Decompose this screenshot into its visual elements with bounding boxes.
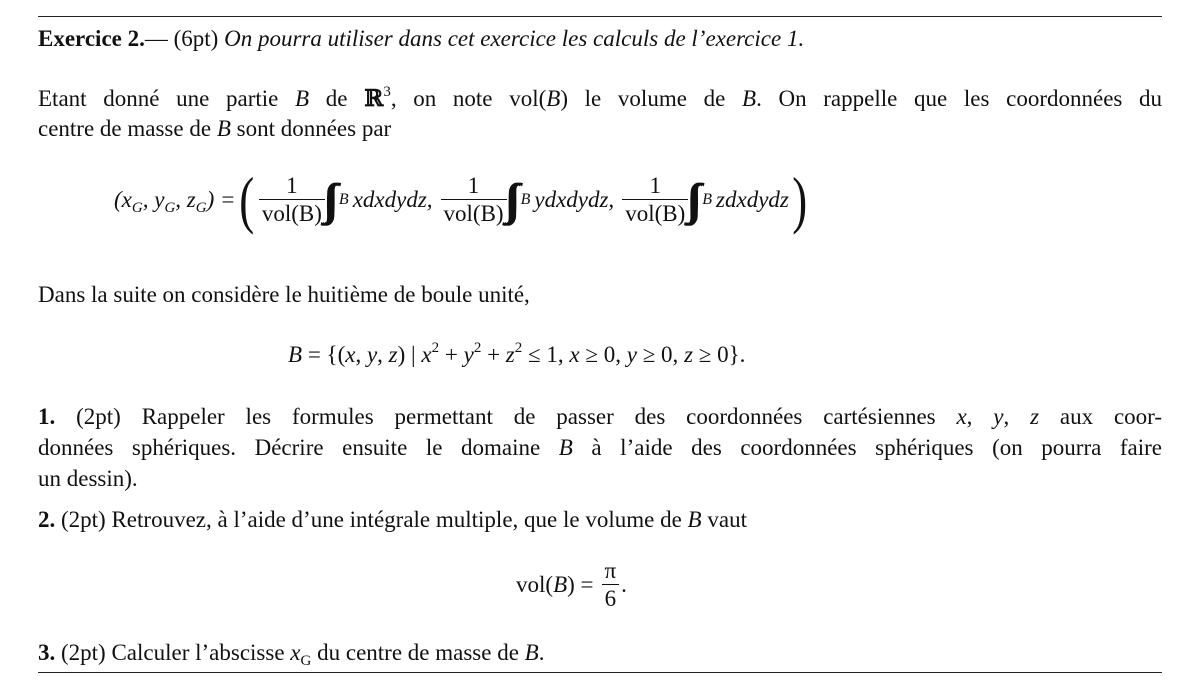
right-paren: ) (792, 164, 807, 235)
top-rule (38, 16, 1162, 17)
volume-fraction: $\frac{\pi}{6}$ (602, 558, 620, 613)
q1-line3: un dessin). (38, 466, 138, 491)
q3-number: 3. (38, 640, 56, 665)
exercise-title: Exercice 2. (38, 26, 145, 51)
q2-number: 2. (38, 507, 56, 532)
q2-line (38, 505, 747, 535)
exercise-heading (38, 24, 804, 54)
q1-line2: données sphériques. Décrire ensuite le domaine B à l’aide des coordonnées sphériques (on pourra faire (38, 435, 1163, 460)
para1-text-d: ) le volume de (560, 86, 726, 111)
exercise-points: (6pt) (173, 26, 219, 51)
left-paren: ( (238, 164, 254, 235)
math-R3: ℝ$^3$ (364, 84, 391, 112)
para1-line2 (38, 114, 391, 144)
para1-text-a: Etant donné une partie (38, 86, 279, 111)
fraction-y: $\frac{1}{\text{vol(B)}}$ (441, 173, 507, 228)
q3-line (38, 638, 544, 668)
q1-line1 (38, 402, 1162, 432)
fraction-x: $\frac{1}{\text{vol(B)}}$ (259, 173, 325, 228)
q1-points: (2pt) (76, 404, 121, 429)
math-B: B (742, 86, 757, 111)
set-definition: B = {(x, y, z) | $x^2 + y^2 + z^2 \le 1$, x ≥ 0, y ≥ 0, z ≥ 0}. (288, 340, 746, 367)
integrand-x: xdxdydz, (352, 187, 433, 212)
formula-lhs: ($x_G$, $y_G$, $z_G$) = (114, 187, 236, 216)
bottom-rule (38, 672, 1162, 673)
exercise-dash: — (144, 26, 168, 51)
math-B: B (546, 86, 561, 111)
math-B: B (216, 116, 231, 141)
integral-domain: B (520, 191, 531, 208)
q2-text: Retrouvez, à l’aide d’une intégrale multiple, que le volume de B vaut (111, 507, 747, 532)
para1-text-b: de (325, 86, 348, 111)
fraction-z: $\frac{1}{\text{vol(B)}}$ (622, 173, 688, 228)
q1-text-1: Rappeler les formules permettant de passer des coordonnées cartésiennes x, y, z aux coor- (141, 404, 1163, 429)
para1-text-e: . On rappelle que les coordonnées du (756, 86, 1163, 111)
para1-text-c: , on note vol( (390, 86, 547, 111)
para1-line1 (38, 84, 1162, 114)
exercise-intro: On pourra utiliser dans cet exercice les calculs de l’exercice 1. (224, 26, 805, 51)
center-of-mass-formula (114, 165, 810, 235)
volume-equation: vol(B) = $\frac{\pi}{6}$ . (516, 557, 627, 611)
para1-text-g: sont données par (236, 116, 392, 141)
q3-text: Calculer l’abscisse $x_G$ du centre de masse de B. (111, 640, 545, 669)
integral-domain: B (338, 191, 349, 208)
math-B: B (295, 86, 310, 111)
q2-points: (2pt) (61, 507, 106, 532)
q1-number: 1. (38, 404, 56, 429)
para1-text-f: centre de masse de (38, 116, 212, 141)
integral-domain: B (702, 191, 713, 208)
q3-points: (2pt) (61, 640, 106, 665)
integrand-z: zdxdydz (716, 187, 789, 212)
para2-text: Dans la suite on considère le huitième de boule unité, (38, 282, 530, 307)
integrand-y: ydxdydz, (534, 187, 615, 212)
